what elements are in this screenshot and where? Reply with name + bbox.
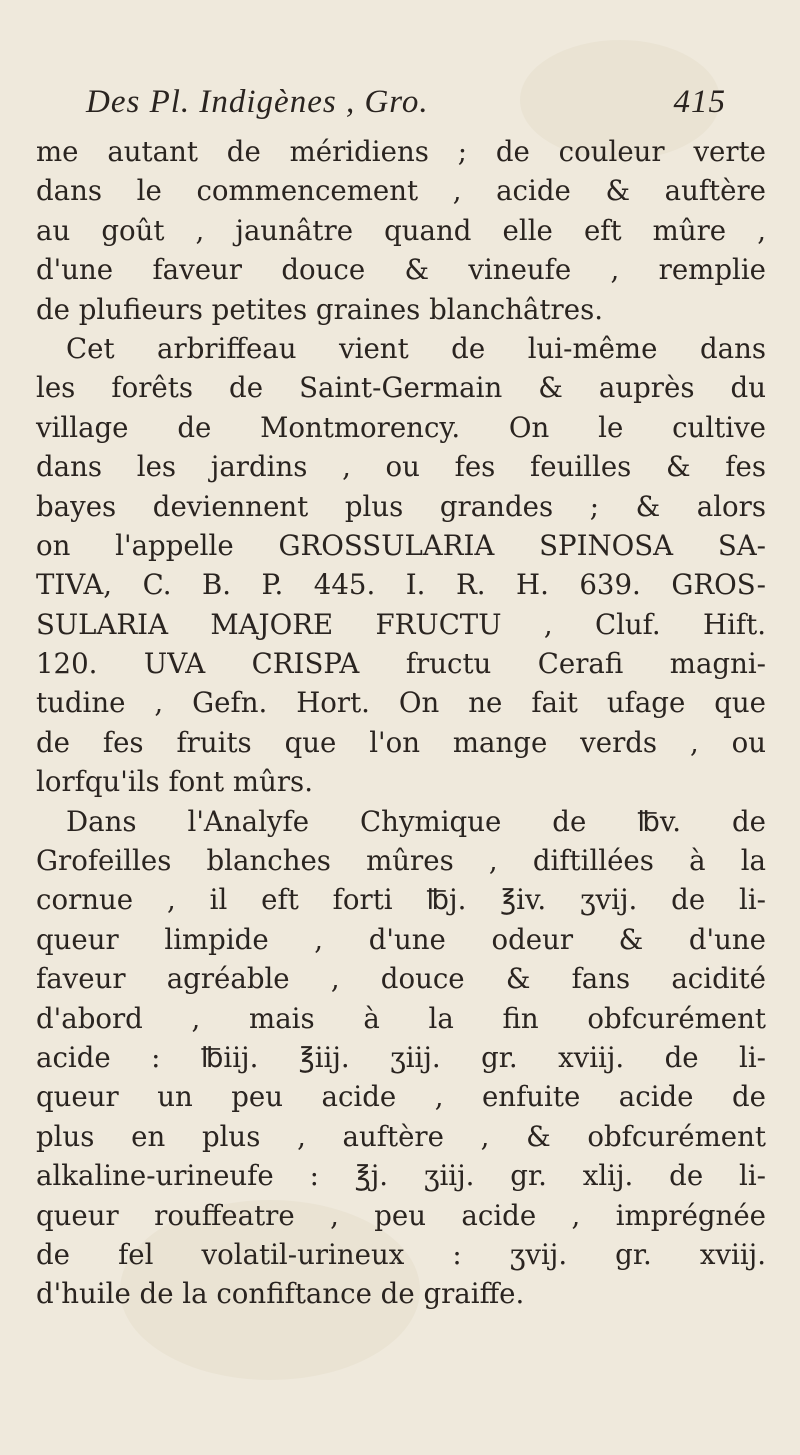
text-line: Grofeilles blanches mûres , diftillées à la bbox=[36, 844, 766, 878]
text-line: de fel volatil-urineux : ʒvij. gr. xviij. bbox=[36, 1237, 766, 1271]
page-number: 415 bbox=[673, 84, 726, 120]
text-line: queur un peu acide , enfuite acide de bbox=[36, 1080, 766, 1114]
text-line: d'abord , mais à la fin obfcurément bbox=[36, 1001, 766, 1035]
text-line: acide : ℔iij. ℥iij. ʒiij. gr. xviij. de li- bbox=[36, 1040, 766, 1074]
text-line: queur limpide , d'une odeur & d'une bbox=[36, 922, 766, 956]
text-line: TIVA, C. B. P. 445. I. R. H. 639. GROS- bbox=[36, 568, 766, 602]
text-line: faveur agréable , douce & fans acidité bbox=[36, 962, 766, 996]
text-line: queur rouffeatre , peu acide , imprégnée bbox=[36, 1198, 766, 1232]
body-text bbox=[36, 132, 766, 1314]
text-line: Dans l'Analyfe Chymique de ℔v. de bbox=[66, 804, 766, 838]
text-line: SULARIA MAJORE FRUCTU , Cluf. Hift. bbox=[36, 607, 766, 641]
text-line: bayes deviennent plus grandes ; & alors bbox=[36, 489, 766, 523]
text-line: d'huile de la confiftance de graiffe. bbox=[36, 1277, 525, 1311]
text-line: Cet arbriffeau vient de lui-même dans bbox=[66, 331, 766, 365]
text-line: 120. UVA CRISPA fructu Cerafi magni- bbox=[36, 647, 766, 681]
text-line: lorfqu'ils font mûrs. bbox=[36, 765, 313, 799]
text-line: cornue , il eft forti ℔j. ℥iv. ʒvij. de li- bbox=[36, 883, 766, 917]
text-line: dans le commencement , acide & auftère bbox=[36, 174, 766, 208]
text-line: d'une faveur douce & vineufe , remplie bbox=[36, 253, 766, 287]
text-line: plus en plus , auftère , & obfcurément bbox=[36, 1119, 766, 1153]
text-line: de fes fruits que l'on mange verds , ou bbox=[36, 725, 766, 759]
text-line: me autant de méridiens ; de couleur verte bbox=[36, 135, 766, 168]
text-line: au goût , jaunâtre quand elle eft mûre , bbox=[36, 213, 766, 247]
header-title: Des Pl. Indigènes , Gro. bbox=[86, 84, 429, 120]
text-line: les forêts de Saint-Germain & auprès du bbox=[36, 371, 766, 405]
running-header bbox=[86, 84, 726, 128]
text-line: de plufieurs petites graines blanchâtres. bbox=[36, 292, 604, 326]
text-line: village de Montmorency. On le cultive bbox=[36, 410, 766, 444]
text-line: tudine , Gefn. Hort. On ne fait ufage que bbox=[36, 686, 766, 720]
text-line: on l'appelle GROSSULARIA SPINOSA SA- bbox=[36, 528, 766, 562]
text-line: alkaline-urineufe : ℥j. ʒiij. gr. xlij. de li- bbox=[36, 1159, 766, 1193]
text-line: dans les jardins , ou fes feuilles & fes bbox=[36, 450, 766, 484]
